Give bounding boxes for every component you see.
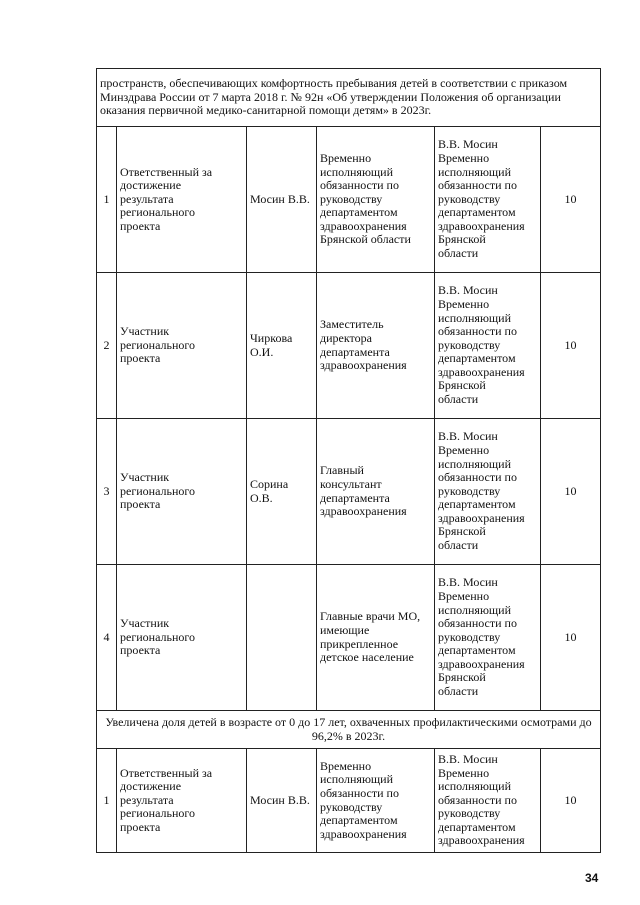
approver-cell	[435, 749, 541, 853]
page-number: 34	[585, 871, 599, 885]
score-cell	[541, 565, 601, 711]
role-cell-text: Ответственный за достижение результата регионального проекта	[120, 765, 213, 834]
table-row	[97, 565, 601, 711]
name-cell-text: Чиркова О.И.	[250, 330, 293, 359]
role-cell	[117, 749, 247, 853]
name-cell-text: Мосин В.В.	[250, 191, 310, 206]
approver-cell	[435, 565, 541, 711]
intro-text: пространств, обеспечивающих комфортность пребывания детей в соответствии с приказом Минздрава России от 7 марта 2018 г. № 92н «Об утверждении Положения об организации оказания первичной медико-санитарной помощи детям» в 2023г.	[97, 69, 601, 127]
row-number	[97, 273, 117, 419]
role-cell-text: Участник регионального проекта	[120, 616, 196, 658]
score-cell-text: 10	[564, 483, 577, 498]
table-row	[97, 273, 601, 419]
table-row	[97, 419, 601, 565]
approver-cell-text: В.В. Мосин Временно исполняющий обязанности по руководству департаментом здравоохранения	[438, 751, 525, 848]
row-number	[97, 127, 117, 273]
intro-row	[97, 69, 601, 127]
role-cell-text: Участник регионального проекта	[120, 470, 196, 512]
role-cell	[117, 273, 247, 419]
name-cell-text: Сорина О.В.	[250, 476, 289, 505]
approver-cell	[435, 419, 541, 565]
name-cell	[247, 273, 317, 419]
approver-cell	[435, 273, 541, 419]
table-body	[97, 69, 601, 853]
score-cell-text: 10	[564, 792, 577, 807]
score-cell	[541, 127, 601, 273]
name-cell	[247, 419, 317, 565]
role-cell	[117, 565, 247, 711]
name-cell	[247, 127, 317, 273]
position-cell	[317, 565, 435, 711]
responsibility-table	[96, 68, 601, 853]
position-cell	[317, 749, 435, 853]
role-cell-text: Ответственный за достижение результата регионального проекта	[120, 164, 213, 233]
row-number-text: 2	[103, 337, 110, 352]
row-number-text: 3	[103, 483, 110, 498]
approver-cell-text: В.В. Мосин Временно исполняющий обязанности по руководству департаментом здравоохранения Брянской области	[438, 283, 525, 407]
row-number-text: 1	[103, 792, 110, 807]
score-cell-text: 10	[564, 629, 577, 644]
position-cell-text: Временно исполняющий обязанности по руководству департаментом здравоохранения	[320, 758, 407, 841]
row-number-text: 1	[103, 191, 110, 206]
position-cell-text: Главный консультант департамента здравоохранения	[320, 463, 407, 519]
section-title: Увеличена доля детей в возрасте от 0 до 17 лет, охваченных профилактическими осмотрами до 96,2% в 2023г.	[97, 711, 601, 749]
score-cell-text: 10	[564, 337, 577, 352]
approver-cell-text: В.В. Мосин Временно исполняющий обязанности по руководству департаментом здравоохранения Брянской области	[438, 137, 525, 261]
approver-cell-text: В.В. Мосин Временно исполняющий обязанности по руководству департаментом здравоохранения Брянской области	[438, 429, 525, 553]
position-cell-text: Главные врачи МО, имеющие прикрепленное детское население	[320, 609, 421, 665]
row-number-text: 4	[103, 629, 110, 644]
approver-cell-text: В.В. Мосин Временно исполняющий обязанности по руководству департаментом здравоохранения Брянской области	[438, 575, 525, 699]
position-cell-text: Заместитель директора департамента здравоохранения	[320, 317, 407, 373]
position-cell	[317, 419, 435, 565]
name-cell-text: Мосин В.В.	[250, 792, 310, 807]
row-number	[97, 565, 117, 711]
name-cell	[247, 565, 317, 711]
table-row	[97, 749, 601, 853]
score-cell	[541, 419, 601, 565]
score-cell	[541, 273, 601, 419]
role-cell	[117, 127, 247, 273]
role-cell	[117, 419, 247, 565]
section-row	[97, 711, 601, 749]
score-cell-text: 10	[564, 191, 577, 206]
table-row	[97, 127, 601, 273]
row-number	[97, 749, 117, 853]
row-number	[97, 419, 117, 565]
position-cell-text: Временно исполняющий обязанности по руководству департаментом здравоохранения Брянской области	[320, 150, 411, 247]
approver-cell	[435, 127, 541, 273]
name-cell	[247, 749, 317, 853]
role-cell-text: Участник регионального проекта	[120, 324, 196, 366]
position-cell	[317, 127, 435, 273]
position-cell	[317, 273, 435, 419]
score-cell	[541, 749, 601, 853]
